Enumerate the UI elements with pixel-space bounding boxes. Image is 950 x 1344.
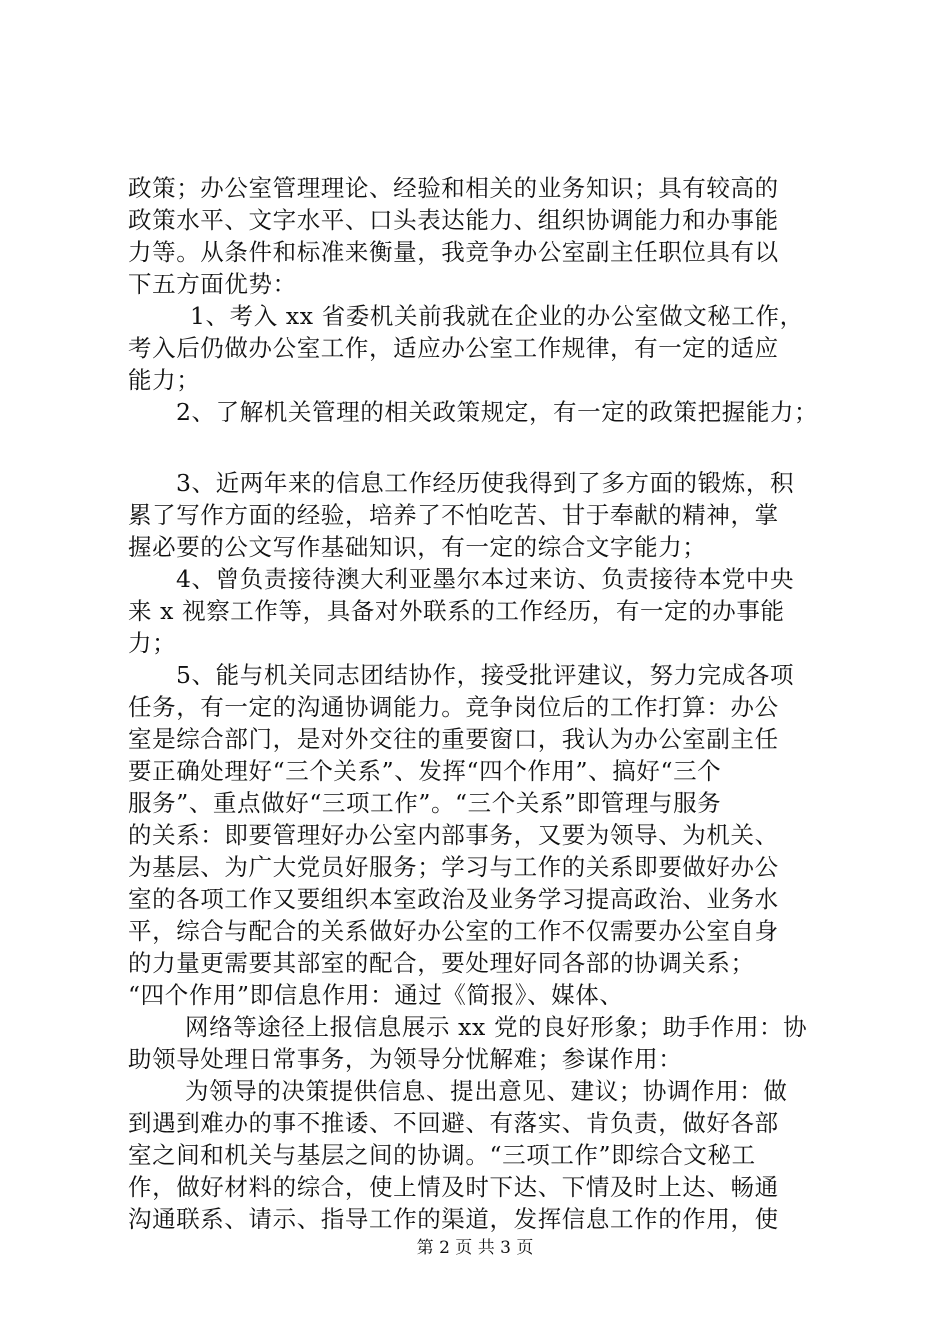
text-line: 室是综合部门，是对外交往的重要窗口，我认为办公室副主任 xyxy=(128,725,779,753)
list-item-5: 5、能与机关同志团结协作，接受批评建议，努力完成各项 xyxy=(176,661,795,689)
page-footer: 第 2 页 共 3 页 xyxy=(416,1238,534,1258)
text-line: 室的各项工作又要组织本室政治及业务学习提高政治、业务水 xyxy=(128,885,779,913)
text-line: 任务，有一定的沟通协调能力。竞争岗位后的工作打算：办公 xyxy=(128,693,779,721)
paragraph-gap xyxy=(128,428,834,467)
text-line: 沟通联系、请示、指导工作的渠道，发挥信息工作的作用，使 xyxy=(128,1205,779,1233)
text-line: 累了写作方面的经验，培养了不怕吃苦、甘于奉献的精神，掌 xyxy=(128,501,779,529)
text-line: 考入后仍做办公室工作，适应办公室工作规律，有一定的适应 xyxy=(128,334,779,362)
text-line: 的关系：即要管理好办公室内部事务，又要为领导、为机关、 xyxy=(128,821,779,849)
text-line: 政策水平、文字水平、口头表达能力、组织协调能力和办事能 xyxy=(128,206,779,234)
text-line: 来 x 视察工作等，具备对外联系的工作经历，有一定的办事能 xyxy=(128,597,785,625)
text-line: 握必要的公文写作基础知识，有一定的综合文字能力； xyxy=(128,533,707,561)
text-line: 政策；办公室管理理论、经验和相关的业务知识；具有较高的 xyxy=(128,174,779,202)
text-line: 力； xyxy=(128,629,177,657)
text-line: 力等。从条件和标准来衡量，我竞争办公室副主任职位具有以 xyxy=(128,238,779,266)
text-line: 作，做好材料的综合，使上情及时下达、下情及时上达、畅通 xyxy=(128,1173,779,1201)
list-item-3: 3、近两年来的信息工作经历使我得到了多方面的锻炼，积 xyxy=(176,469,795,497)
text-line: 能力； xyxy=(128,366,201,394)
text-line: 为领导的决策提供信息、提出意见、建议；协调作用：做 xyxy=(185,1077,788,1105)
list-item-4: 4、曾负责接待澳大利亚墨尔本过来访、负责接待本党中央 xyxy=(176,565,795,593)
document-body xyxy=(128,172,834,1235)
list-item-2: 2、了解机关管理的相关政策规定，有一定的政策把握能力； xyxy=(176,398,819,426)
text-line: 为基层、为广大党员好服务；学习与工作的关系即要做好办公 xyxy=(128,853,779,881)
text-line: 网络等途径上报信息展示 xx 党的良好形象；助手作用：协 xyxy=(185,1013,808,1041)
text-line: 下五方面优势： xyxy=(128,270,297,298)
text-line: 平，综合与配合的关系做好办公室的工作不仅需要办公室自身 xyxy=(128,917,779,945)
text-line: 室之间和机关与基层之间的协调。“三项工作”即综合文秘工 xyxy=(128,1141,756,1169)
text-line: 的力量更需要其部室的配合，要处理好同各部的协调关系； xyxy=(128,949,755,977)
list-item-1: 1、考入 xx 省委机关前我就在企业的办公室做文秘工作， xyxy=(190,302,804,330)
text-line: 要正确处理好“三个关系”、发挥“四个作用”、搞好“三个 xyxy=(128,757,722,785)
text-line: “四个作用”即信息作用：通过《简报》、媒体、 xyxy=(128,981,624,1009)
text-line: 到遇到难办的事不推诿、不回避、有落实、肯负责，做好各部 xyxy=(128,1109,779,1137)
text-line: 助领导处理日常事务，为领导分忧解难；参谋作用： xyxy=(128,1045,683,1073)
text-line: 服务”、重点做好“三项工作”。“三个关系”即管理与服务 xyxy=(128,789,722,817)
